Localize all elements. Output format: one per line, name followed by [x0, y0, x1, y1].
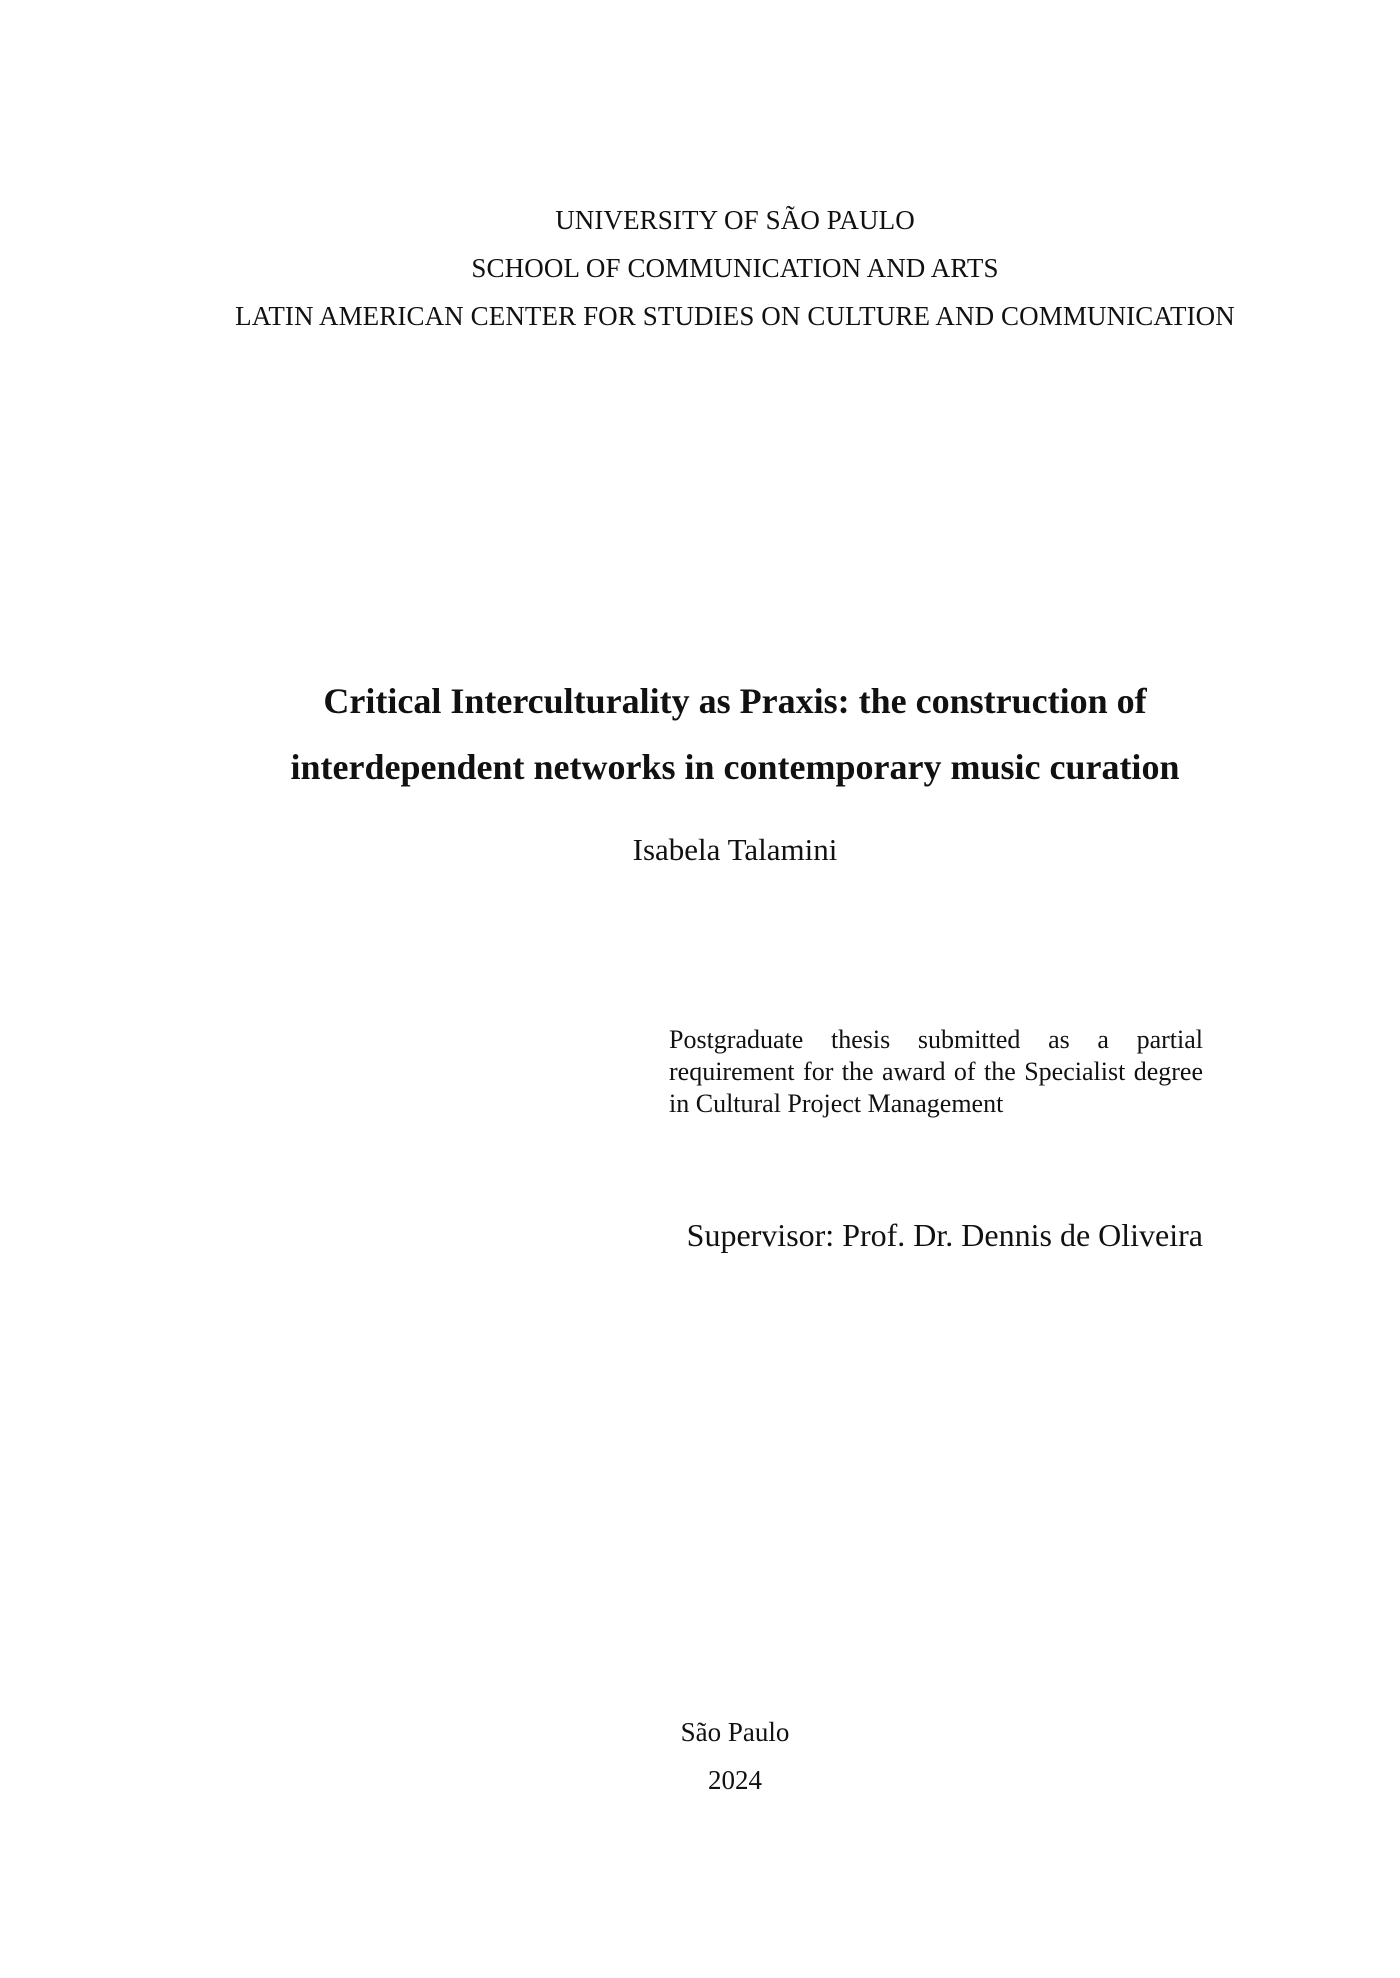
center-name: LATIN AMERICAN CENTER FOR STUDIES ON CULTURE AND COMMUNICATION [235, 301, 1235, 331]
thesis-title [0, 668, 1400, 800]
submission-note: Postgraduate thesis submitted as a partial requirement for the award of the Specialist degree in Cultural Project Management [669, 1025, 1203, 1118]
thesis-title-line-1: Critical Interculturality as Praxis: the construction of [323, 681, 1147, 721]
year: 2024 [708, 1765, 762, 1795]
place-and-year [0, 1708, 1400, 1804]
supervisor-line: Supervisor: Prof. Dr. Dennis de Oliveira [686, 1217, 1203, 1253]
school-name: SCHOOL OF COMMUNICATION AND ARTS [471, 253, 999, 283]
thesis-title-line-2: interdependent networks in contemporary music curation [290, 747, 1180, 787]
place: São Paulo [680, 1717, 790, 1747]
university-name: UNIVERSITY OF SÃO PAULO [555, 205, 915, 235]
author-name: Isabela Talamini [632, 832, 838, 867]
institution-header [0, 196, 1400, 340]
